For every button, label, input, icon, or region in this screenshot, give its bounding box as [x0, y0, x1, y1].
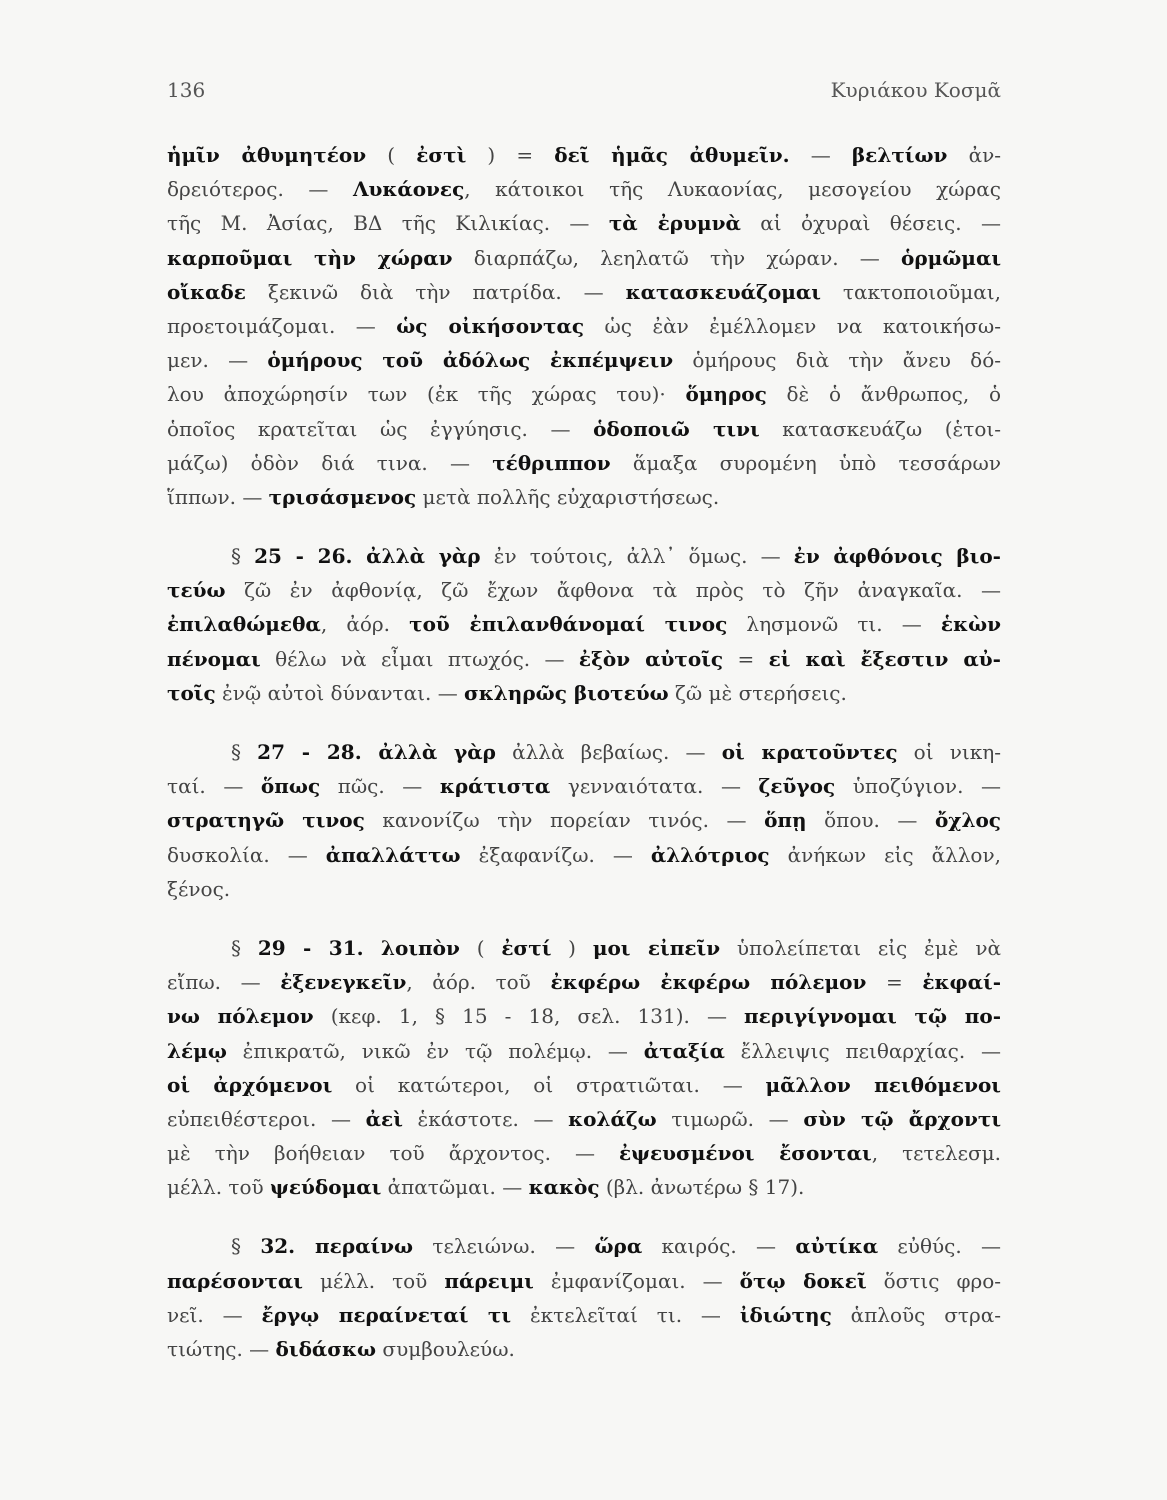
- text-line: [167, 735, 1001, 769]
- headword: παρέσονται: [167, 1268, 303, 1293]
- text-line: [167, 138, 1001, 172]
- headword: ἐξὸν αὐτοῖς: [578, 646, 724, 671]
- headword: ἑκὼν: [940, 612, 1001, 637]
- headword: ἰδιώτης: [739, 1302, 832, 1327]
- headword: περιγίγνομαι τῷ πο-: [744, 1004, 1001, 1029]
- gloss-text: προετοιμάζομαι. —: [167, 313, 397, 338]
- running-title: Κυριάκου Κοσμᾶ: [830, 78, 1001, 102]
- text-line: [167, 838, 1001, 872]
- text-line: [167, 999, 1001, 1033]
- headword: ψεύδομαι: [270, 1175, 382, 1200]
- gloss-text: , ἀόρ. τοῦ: [406, 970, 551, 995]
- gloss-text: , ἀόρ.: [320, 612, 410, 637]
- headword: ὄχλος: [934, 808, 1001, 833]
- text-line: [167, 607, 1001, 641]
- headword: ὅτῳ δοκεῖ: [739, 1268, 867, 1293]
- headword: νω πόλεμον: [167, 1004, 314, 1029]
- text-line: [167, 1170, 1001, 1204]
- gloss-text: ἀν-: [947, 143, 1001, 167]
- gloss-text: αἱ ὀχυραὶ θέσεις. —: [740, 211, 1001, 236]
- headword: διδάσκω: [275, 1337, 377, 1361]
- text-line: [167, 539, 1001, 573]
- headword: τοῖς: [167, 680, 216, 705]
- gloss-text: ὅπου. —: [806, 808, 935, 833]
- text-line: [167, 446, 1001, 480]
- gloss-text: ἐνῷ αὐτοὶ δύνανται. —: [215, 680, 465, 705]
- text-line: [167, 965, 1001, 999]
- gloss-text: τιώτης. —: [167, 1337, 276, 1361]
- headword: κατασκευάζομαι: [625, 279, 821, 304]
- text-line: [167, 206, 1001, 240]
- headword: κακὸς: [528, 1175, 600, 1200]
- text-line: [167, 343, 1001, 377]
- gloss-text: δρειότερος. —: [167, 177, 353, 202]
- gloss-text: ζῶ μὲ στερήσεις.: [668, 680, 847, 705]
- gloss-text: ἑκάστοτε. —: [402, 1106, 569, 1131]
- headword: λέμῳ: [167, 1038, 227, 1063]
- headword: μοι εἰπεῖν: [592, 935, 721, 960]
- gloss-text: ζῶ ἐν ἀφθονίᾳ, ζῶ ἔχων ἄφθονα τὰ πρὸς τὸ ζῆν ἀναγκαῖα. —: [225, 578, 1001, 603]
- gloss-text: ἁπλοῦς στρα-: [831, 1302, 1001, 1327]
- gloss-text: §: [231, 740, 258, 764]
- gloss-text: ὑποζύγιον. —: [835, 774, 1001, 799]
- gloss-text: —: [789, 143, 852, 167]
- text-line: [167, 1034, 1001, 1068]
- headword: ἐκφέρω ἐκφέρω πόλεμον: [550, 970, 867, 995]
- gloss-text: ὡς ἐὰν ἐμέλλομεν να κατοικήσω-: [584, 313, 1001, 338]
- headword: βελτίων: [851, 143, 948, 167]
- gloss-text: λου ἀποχώρησίν των (ἐκ τῆς χώρας του)·: [167, 382, 686, 407]
- headword: οἱ ἀρχόμενοι: [167, 1072, 333, 1097]
- headword: ζεῦγος: [758, 774, 836, 799]
- gloss-text: ἀλλὰ βεβαίως. —: [495, 740, 722, 764]
- text-line: [167, 1264, 1001, 1298]
- gloss-text: τιμωρῶ. —: [656, 1106, 804, 1131]
- gloss-text: ἐξαφανίζω. —: [460, 842, 651, 867]
- gloss-text: τῆς Μ. Ἀσίας, ΒΔ τῆς Κιλικίας. —: [167, 211, 609, 236]
- page-header: [167, 78, 1001, 102]
- gloss-text: (: [366, 143, 417, 167]
- headword: Λυκάονες: [352, 177, 465, 202]
- headword: ἐν ἀφθόνοις βιο-: [793, 544, 1001, 569]
- text-line: [167, 1298, 1001, 1332]
- headword: ὥρα: [594, 1234, 643, 1259]
- gloss-text: δυσκολία. —: [167, 842, 326, 867]
- gloss-text: διαρπάζω, λεηλατῶ τὴν χώραν. —: [452, 245, 901, 270]
- gloss-text: ): [551, 935, 593, 960]
- gloss-text: οἱ κατώτεροι, οἱ στρατιῶται. —: [332, 1072, 766, 1097]
- gloss-text: , τετελεσμ.: [871, 1141, 1001, 1166]
- headword: ἐψευσμένοι ἔσονται: [619, 1141, 872, 1166]
- text-line: [167, 1229, 1001, 1263]
- gloss-text: μετὰ πολλῆς εὐχαριστήσεως.: [416, 484, 720, 509]
- gloss-text: ξεκινῶ διὰ τὴν πατρίδα. —: [245, 279, 626, 304]
- gloss-text: κανονίζω τὴν πορείαν τινός. —: [364, 808, 765, 833]
- text-line: [167, 769, 1001, 803]
- headword: εἰ καὶ ἔξεστιν αὐ-: [768, 646, 1001, 671]
- gloss-text: , κάτοικοι τῆς Λυκαονίας, μεσογείου χώρας: [464, 177, 1001, 202]
- gloss-text: ) =: [466, 143, 555, 167]
- text-line: [167, 309, 1001, 343]
- gloss-text: (: [459, 935, 502, 960]
- headword: 27 - 28. ἀλλὰ γὰρ: [257, 740, 496, 764]
- headword: τοῦ ἐπιλανθάνομαί τινος: [409, 612, 728, 637]
- headword: ἀεὶ: [365, 1106, 403, 1131]
- gloss-text: τελειώνω. —: [413, 1234, 595, 1259]
- headword: ἔργῳ περαίνεταί τι: [261, 1302, 512, 1327]
- gloss-text: θέλω νὰ εἶμαι πτωχός. —: [260, 646, 579, 671]
- headword: σὺν τῷ ἄρχοντι: [803, 1106, 1001, 1131]
- headword: ὁρμῶμαι: [900, 245, 1001, 270]
- glossary-text: [167, 138, 1001, 1366]
- gloss-text: ὑπολείπεται εἰς ἐμὲ νὰ: [720, 935, 1001, 960]
- gloss-text: κατασκευάζω (ἑτοι-: [759, 416, 1001, 441]
- text-line: [167, 1136, 1001, 1170]
- text-line: [167, 931, 1001, 965]
- gloss-text: ἐμφανίζομαι. —: [533, 1268, 740, 1293]
- gloss-text: μέλλ. τοῦ: [302, 1268, 445, 1293]
- gloss-text: ἅμαξα συρομένη ὑπὸ τεσσάρων: [610, 450, 1001, 475]
- gloss-text: ξένος.: [167, 876, 231, 901]
- text-line: [167, 377, 1001, 411]
- headword: ὅπῃ: [764, 808, 807, 833]
- gloss-text: εὐπειθέστεροι. —: [167, 1106, 366, 1131]
- gloss-text: =: [723, 646, 769, 671]
- gloss-text: καιρός. —: [642, 1234, 796, 1259]
- headword: καρποῦμαι τὴν χώραν: [167, 245, 453, 270]
- gloss-text: §: [231, 935, 258, 960]
- page-number: 136: [167, 78, 206, 102]
- text-line: [167, 241, 1001, 275]
- text-line: [167, 412, 1001, 446]
- gloss-text: ἐν τούτοις, ἀλλ᾽ ὅμως. —: [480, 544, 794, 569]
- headword: τὰ ἐρυμνὰ: [608, 211, 741, 236]
- gloss-text: (κεφ. 1, § 15 - 18, σελ. 131). —: [313, 1004, 745, 1029]
- gloss-text: λησμονῶ τι. —: [727, 612, 941, 637]
- gloss-text: μάζω) ὁδὸν διά τινα. —: [167, 450, 493, 475]
- headword: σκληρῶς βιοτεύω: [464, 680, 669, 705]
- gloss-text: ὁποῖος κρατεῖται ὡς ἐγγύησις. —: [167, 416, 594, 441]
- gloss-text: §: [231, 1234, 261, 1259]
- text-line: [167, 872, 1001, 906]
- headword: πάρειμι: [444, 1268, 534, 1293]
- headword: ἀλλότριος: [650, 842, 770, 867]
- headword: στρατηγῶ τινος: [167, 808, 365, 833]
- text-line: [167, 803, 1001, 837]
- gloss-text: γενναιότατα. —: [550, 774, 759, 799]
- headword: οἴκαδε: [167, 279, 246, 304]
- headword: 29 - 31. λοιπὸν: [257, 935, 460, 960]
- headword: ἀπαλλάττω: [325, 842, 461, 867]
- headword: δεῖ ἡμᾶς ἀθυμεῖν.: [554, 143, 790, 167]
- headword: πένομαι: [167, 646, 261, 671]
- headword: ἐκφαί-: [922, 970, 1001, 995]
- headword: 25 - 26. ἀλλὰ γὰρ: [254, 544, 481, 569]
- headword: κολάζω: [568, 1106, 657, 1131]
- gloss-text: =: [866, 970, 923, 995]
- gloss-text: ἀπατῶμαι. —: [381, 1175, 529, 1200]
- gloss-text: νεῖ. —: [167, 1302, 262, 1327]
- text-line: [167, 1068, 1001, 1102]
- headword: ἀταξία: [643, 1038, 725, 1063]
- gloss-text: ἵππων. —: [167, 484, 269, 509]
- headword: 32. περαίνω: [260, 1234, 414, 1259]
- headword: ὅπως: [260, 774, 321, 799]
- headword: τεύω: [167, 578, 226, 603]
- headword: ὡς οἰκήσοντας: [396, 313, 585, 338]
- gloss-text: ταί. —: [167, 774, 261, 799]
- headword: ὅμηρος: [685, 382, 767, 407]
- gloss-text: ὅστις φρο-: [866, 1268, 1001, 1293]
- gloss-text: εὐθύς. —: [878, 1234, 1001, 1259]
- text-line: [167, 275, 1001, 309]
- headword: ἐπιλαθώμεθα: [167, 612, 321, 637]
- text-line: [167, 480, 1001, 514]
- gloss-text: συμβουλεύω.: [376, 1337, 515, 1361]
- text-line: [167, 172, 1001, 206]
- gloss-text: ἐκτελεῖταί τι. —: [511, 1302, 740, 1327]
- headword: τρισάσμενος: [268, 484, 417, 509]
- gloss-text: (βλ. ἀνωτέρω § 17).: [599, 1175, 805, 1200]
- gloss-text: ὁμήρους διὰ τὴν ἄνευ δό-: [673, 348, 1001, 373]
- gloss-text: εἴπω. —: [167, 970, 281, 995]
- gloss-text: §: [231, 544, 255, 569]
- text-line: [167, 1332, 1001, 1366]
- gloss-text: ἔλλειψις πειθαρχίας. —: [724, 1038, 1001, 1063]
- gloss-text: μεν. —: [167, 348, 268, 373]
- gloss-text: μέλλ. τοῦ: [167, 1175, 271, 1200]
- headword: ἡμῖν ἀθυμητέον: [167, 143, 367, 167]
- gloss-text: ἐπικρατῶ, νικῶ ἐν τῷ πολέμῳ. —: [226, 1038, 644, 1063]
- text-line: [167, 676, 1001, 710]
- headword: ὁδοποιῶ τινι: [593, 416, 760, 441]
- gloss-text: τακτοποιοῦμαι,: [820, 279, 1001, 304]
- headword: κράτιστα: [439, 774, 551, 799]
- headword: μᾶλλον πειθόμενοι: [765, 1072, 1001, 1097]
- headword: ὁμήρους τοῦ ἀδόλως ἐκπέμψειν: [267, 348, 674, 373]
- text-line: [167, 1102, 1001, 1136]
- headword: ἐστὶ: [416, 143, 467, 167]
- gloss-text: ἀνήκων εἰς ἄλλον,: [769, 842, 1001, 867]
- gloss-text: πῶς. —: [320, 774, 440, 799]
- headword: ἐστί: [501, 935, 552, 960]
- gloss-text: δὲ ὁ ἄνθρωπος, ὁ: [766, 382, 1001, 407]
- headword: οἱ κρατοῦντες: [721, 740, 898, 764]
- text-line: [167, 642, 1001, 676]
- headword: τέθριππον: [492, 450, 611, 475]
- text-line: [167, 573, 1001, 607]
- headword: ἐξενεγκεῖν: [280, 970, 407, 995]
- gloss-text: οἱ νικη-: [897, 740, 1001, 764]
- headword: αὐτίκα: [795, 1234, 879, 1259]
- gloss-text: μὲ τὴν βοήθειαν τοῦ ἄρχοντος. —: [167, 1141, 619, 1166]
